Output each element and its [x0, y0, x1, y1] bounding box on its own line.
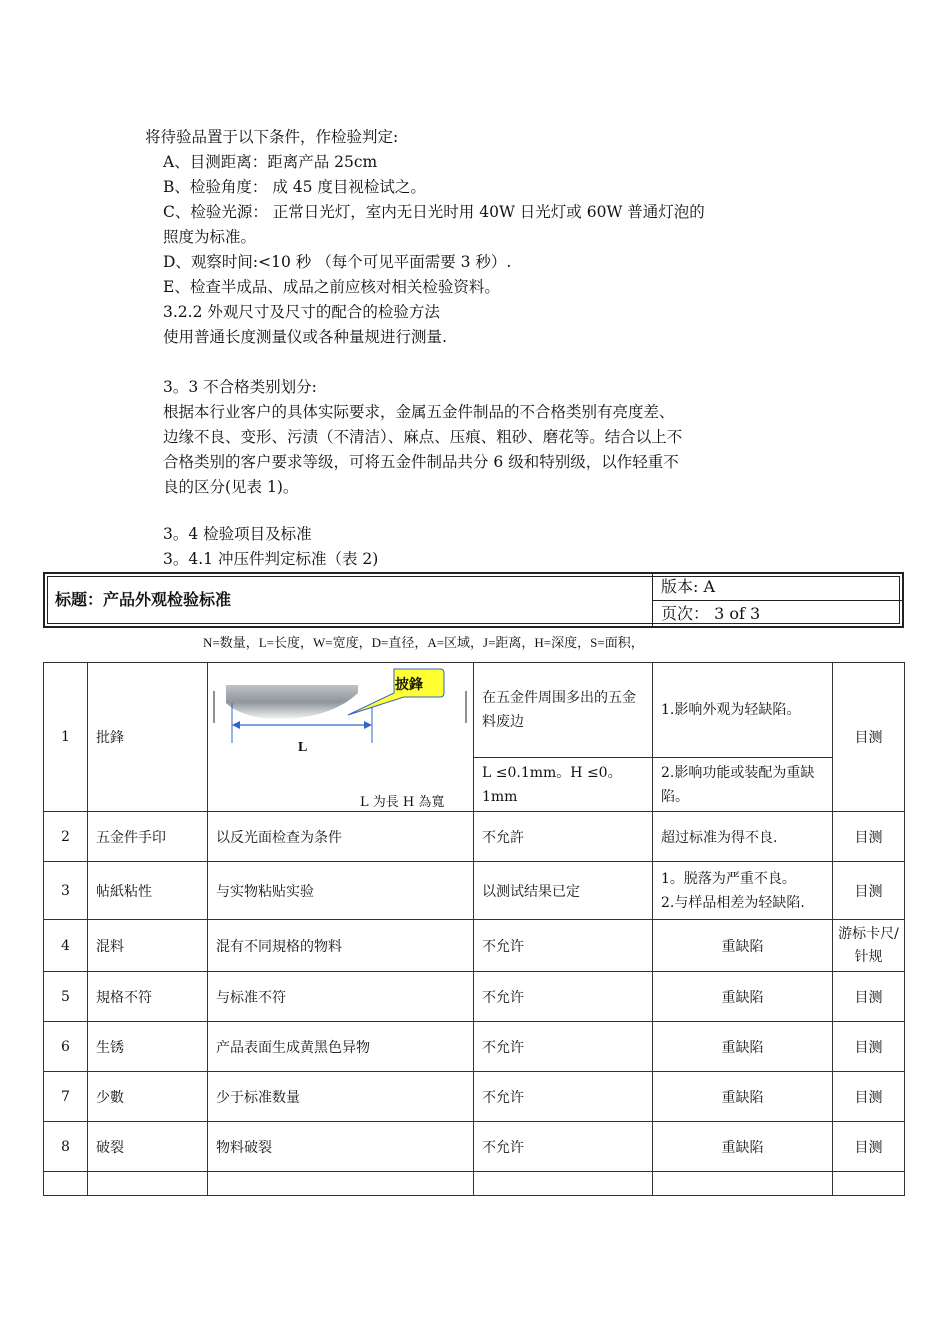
intro-block [145, 125, 825, 350]
inspection-item: 五金件手印 [88, 812, 208, 862]
version-label: 版本: A [661, 577, 716, 596]
condition-a: A、目测距离：距离产品 25cm [163, 153, 378, 171]
callout-label: 披鋒 [395, 677, 423, 693]
table-row [44, 663, 905, 758]
section-322-heading: 3.2.2 外观尺寸及尺寸的配合的检验方法 [163, 303, 440, 321]
table-row [44, 812, 905, 862]
inspection-method: 少于标准数量 [208, 1072, 474, 1122]
defect-result: 2.影响功能或装配为重缺陷。 [653, 758, 833, 812]
row-number: 7 [44, 1072, 88, 1122]
defect-result: 重缺陷 [653, 1122, 833, 1172]
defect-result-line: 2.与样品相差为轻缺陷. [661, 894, 805, 911]
table-row [44, 920, 905, 972]
inspection-tool: 目测 [833, 1022, 905, 1072]
intro-line: 将待验品置于以下条件，作检验判定: [145, 128, 399, 146]
section-33-heading: 3。3 不合格类别划分: [163, 378, 317, 396]
inspection-tool: 目测 [833, 663, 905, 812]
table-row-empty [44, 1172, 905, 1196]
table-row [44, 1072, 905, 1122]
criteria: 以测试结果已定 [474, 862, 653, 920]
condition-c: C、检验光源： 正常日光灯，室内无日光时用 40W 日光灯或 60W 普通灯泡的 [163, 203, 705, 221]
inspection-tool: 目测 [833, 812, 905, 862]
inspection-item: 破裂 [88, 1122, 208, 1172]
inspection-item: 少數 [88, 1072, 208, 1122]
inspection-item: 混料 [88, 920, 208, 972]
standard-header [43, 572, 904, 628]
inspection-method: 产品表面生成黄黑色异物 [208, 1022, 474, 1072]
section-33-body: 良的区分(见表 1)。 [163, 478, 299, 496]
row-number: 8 [44, 1122, 88, 1172]
criteria-limit: L ≤0.1mm。H ≤0。1mm [474, 758, 653, 812]
inspection-method: 与实物粘贴实验 [208, 862, 474, 920]
burr-diagram [208, 663, 472, 811]
inspection-item: 生锈 [88, 1022, 208, 1072]
inspection-method: 混有不同規格的物料 [208, 920, 474, 972]
inspection-tool: 目测 [833, 1072, 905, 1122]
defect-result [653, 862, 833, 920]
document-title: 标题：产品外观检验标准 [55, 590, 232, 609]
row-number: 2 [44, 812, 88, 862]
inspection-table [43, 662, 905, 1196]
criteria: 不允许 [474, 920, 653, 972]
defect-result: 超过标准为得不良. [653, 812, 833, 862]
row-number: 3 [44, 862, 88, 920]
dimension-label: L [298, 740, 308, 755]
table-row [44, 862, 905, 920]
defect-result: 1.影响外观为轻缺陷。 [653, 663, 833, 758]
criteria: 不允许 [474, 1072, 653, 1122]
section-341-heading: 3。4.1 冲压件判定标准（表 2) [163, 550, 379, 568]
inspection-method: 物料破裂 [208, 1122, 474, 1172]
row-number: 6 [44, 1022, 88, 1072]
criteria-description: 在五金件周围多出的五金料废边 [474, 663, 653, 758]
abbreviation-legend: N=数量，L=长度，W=宽度，D=直径，A=区域，J=距离，H=深度，S=面积， [203, 635, 644, 650]
section-33-body: 合格类别的客户要求等级，可将五金件制品共分 6 级和特别级，以作轻重不 [163, 453, 679, 471]
table-row [44, 1122, 905, 1172]
condition-e: E、检查半成品、成品之前应核对相关检验资料。 [163, 278, 500, 296]
burr-figure [208, 663, 474, 812]
inspection-item: 帖紙粘性 [88, 862, 208, 920]
inspection-method: 以反光面检查为条件 [208, 812, 474, 862]
defect-result-line: 1。脱落为严重不良。 [661, 870, 796, 887]
row-number: 5 [44, 972, 88, 1022]
table-row [44, 972, 905, 1022]
criteria: 不允許 [474, 812, 653, 862]
criteria: 不允许 [474, 1022, 653, 1072]
criteria: 不允许 [474, 1122, 653, 1172]
figure-caption: L 为長 H 為寬 [360, 795, 445, 810]
inspection-tool: 目测 [833, 1122, 905, 1172]
condition-d: D、观察时间:<10 秒 （每个可见平面需要 3 秒）. [163, 253, 512, 271]
defect-result: 重缺陷 [653, 1072, 833, 1122]
section-33 [145, 375, 825, 500]
defect-result: 重缺陷 [653, 920, 833, 972]
condition-b: B、检验角度： 成 45 度目视检试之。 [163, 178, 426, 196]
header-meta [652, 574, 902, 626]
table-row [44, 1022, 905, 1072]
defect-result: 重缺陷 [653, 972, 833, 1022]
inspection-tool: 游标卡尺/针规 [833, 920, 905, 972]
inspection-item: 規格不符 [88, 972, 208, 1022]
criteria: 不允许 [474, 972, 653, 1022]
inspection-tool: 目测 [833, 862, 905, 920]
section-322-body: 使用普通长度测量仪或各种量规进行测量. [163, 328, 447, 346]
condition-c-cont: 照度为标准。 [163, 228, 257, 246]
page-label: 页次： 3 of 3 [653, 600, 902, 627]
defect-result: 重缺陷 [653, 1022, 833, 1072]
section-34 [145, 522, 825, 572]
row-number: 1 [44, 663, 88, 812]
inspection-method: 与标准不符 [208, 972, 474, 1022]
row-number: 4 [44, 920, 88, 972]
section-33-body: 根据本行业客户的具体实际要求，金属五金件制品的不合格类别有亮度差、 [163, 403, 675, 421]
section-34-heading: 3。4 检验项目及标准 [163, 525, 312, 543]
burr-part-shape [226, 685, 358, 719]
inspection-item: 批鋒 [88, 663, 208, 812]
section-33-body: 边缘不良、变形、污渍（不清洁）、麻点、压痕、粗砂、磨花等。结合以上不 [163, 428, 683, 446]
inspection-tool: 目测 [833, 972, 905, 1022]
